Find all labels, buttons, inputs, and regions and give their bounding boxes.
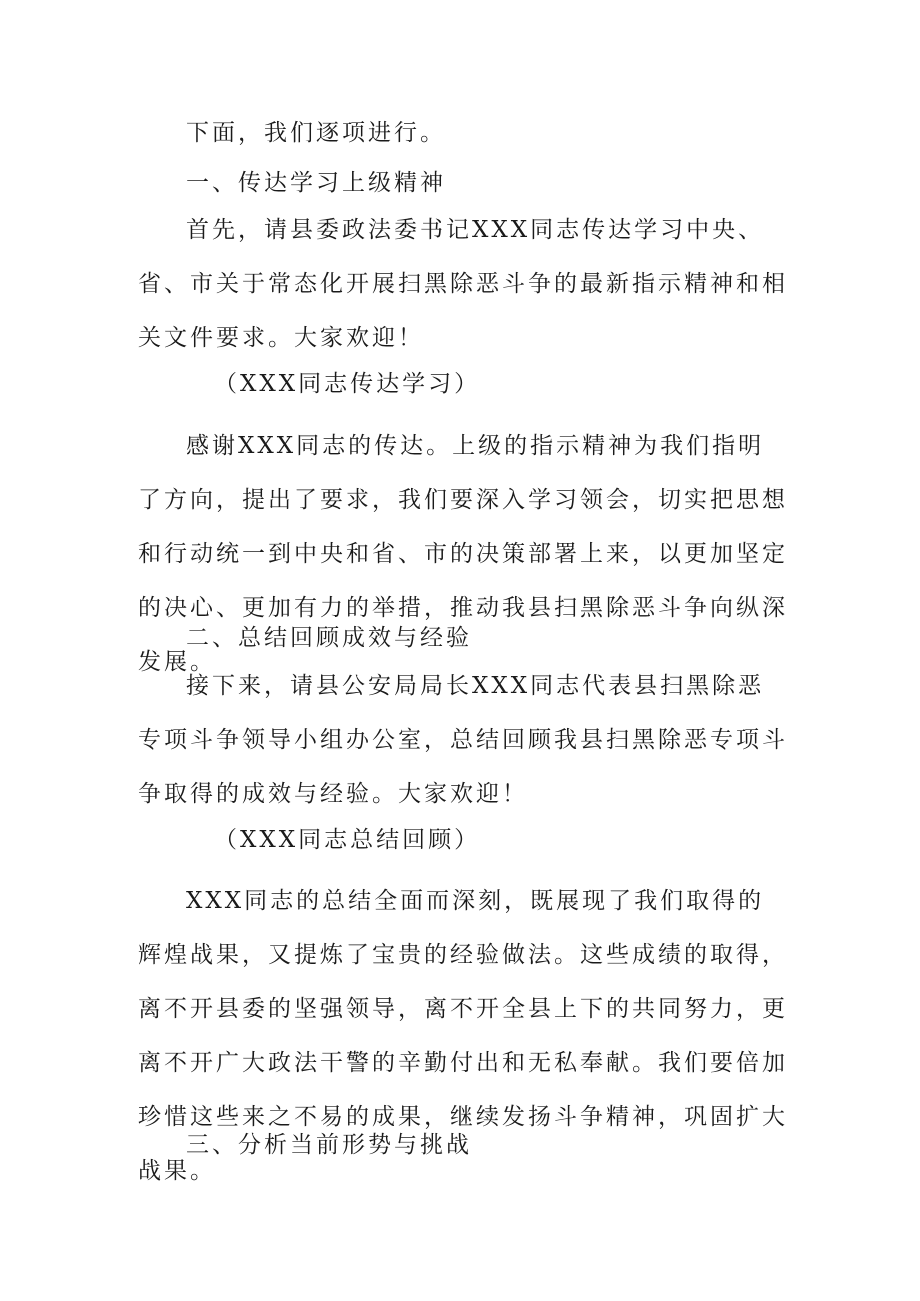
body-paragraph-3: 接下来，请县公安局局长XXX同志代表县扫黑除恶专项斗争领导小组办公室，总结回顾我县扫黑除恶专项斗争取得的成效与经验。大家欢迎！ xyxy=(138,673,788,807)
body-paragraph-1: 首先，请县委政法委书记XXX同志传达学习中央、省、市关于常态化开展扫黑除恶斗争的最新指示精神和相关文件要求。大家欢迎！ xyxy=(138,217,788,351)
section-heading-2: 二、总结回顾成效与经验 xyxy=(186,625,472,651)
note-1: （XXX同志传达学习） xyxy=(214,371,481,397)
section-heading-1: 一、传达学习上级精神 xyxy=(186,170,446,196)
section-heading-3: 三、分析当前形势与挑战 xyxy=(186,1132,472,1158)
body-paragraph-4: XXX同志的总结全面而深刻，既展现了我们取得的辉煌战果，又提炼了宝贵的经验做法。这些成绩的取得，离不开县委的坚强领导，离不开全县上下的共同努力，更离不开广大政法干警的辛勤付出和无私奉献。我们要倍加珍惜这些来之不易的成果，继续发扬斗争精神，巩固扩大战果。 xyxy=(138,888,788,1184)
note-2: （XXX同志总结回顾） xyxy=(214,827,481,853)
body-paragraph-2: 感谢XXX同志的传达。上级的指示精神为我们指明了方向，提出了要求，我们要深入学习领会，切实把思想和行动统一到中央和省、市的决策部署上来，以更加坚定的决心、更加有力的举措，推动我县扫黑除恶斗争向纵深发展。 xyxy=(138,433,788,675)
opening-line: 下面，我们逐项进行。 xyxy=(186,120,446,146)
